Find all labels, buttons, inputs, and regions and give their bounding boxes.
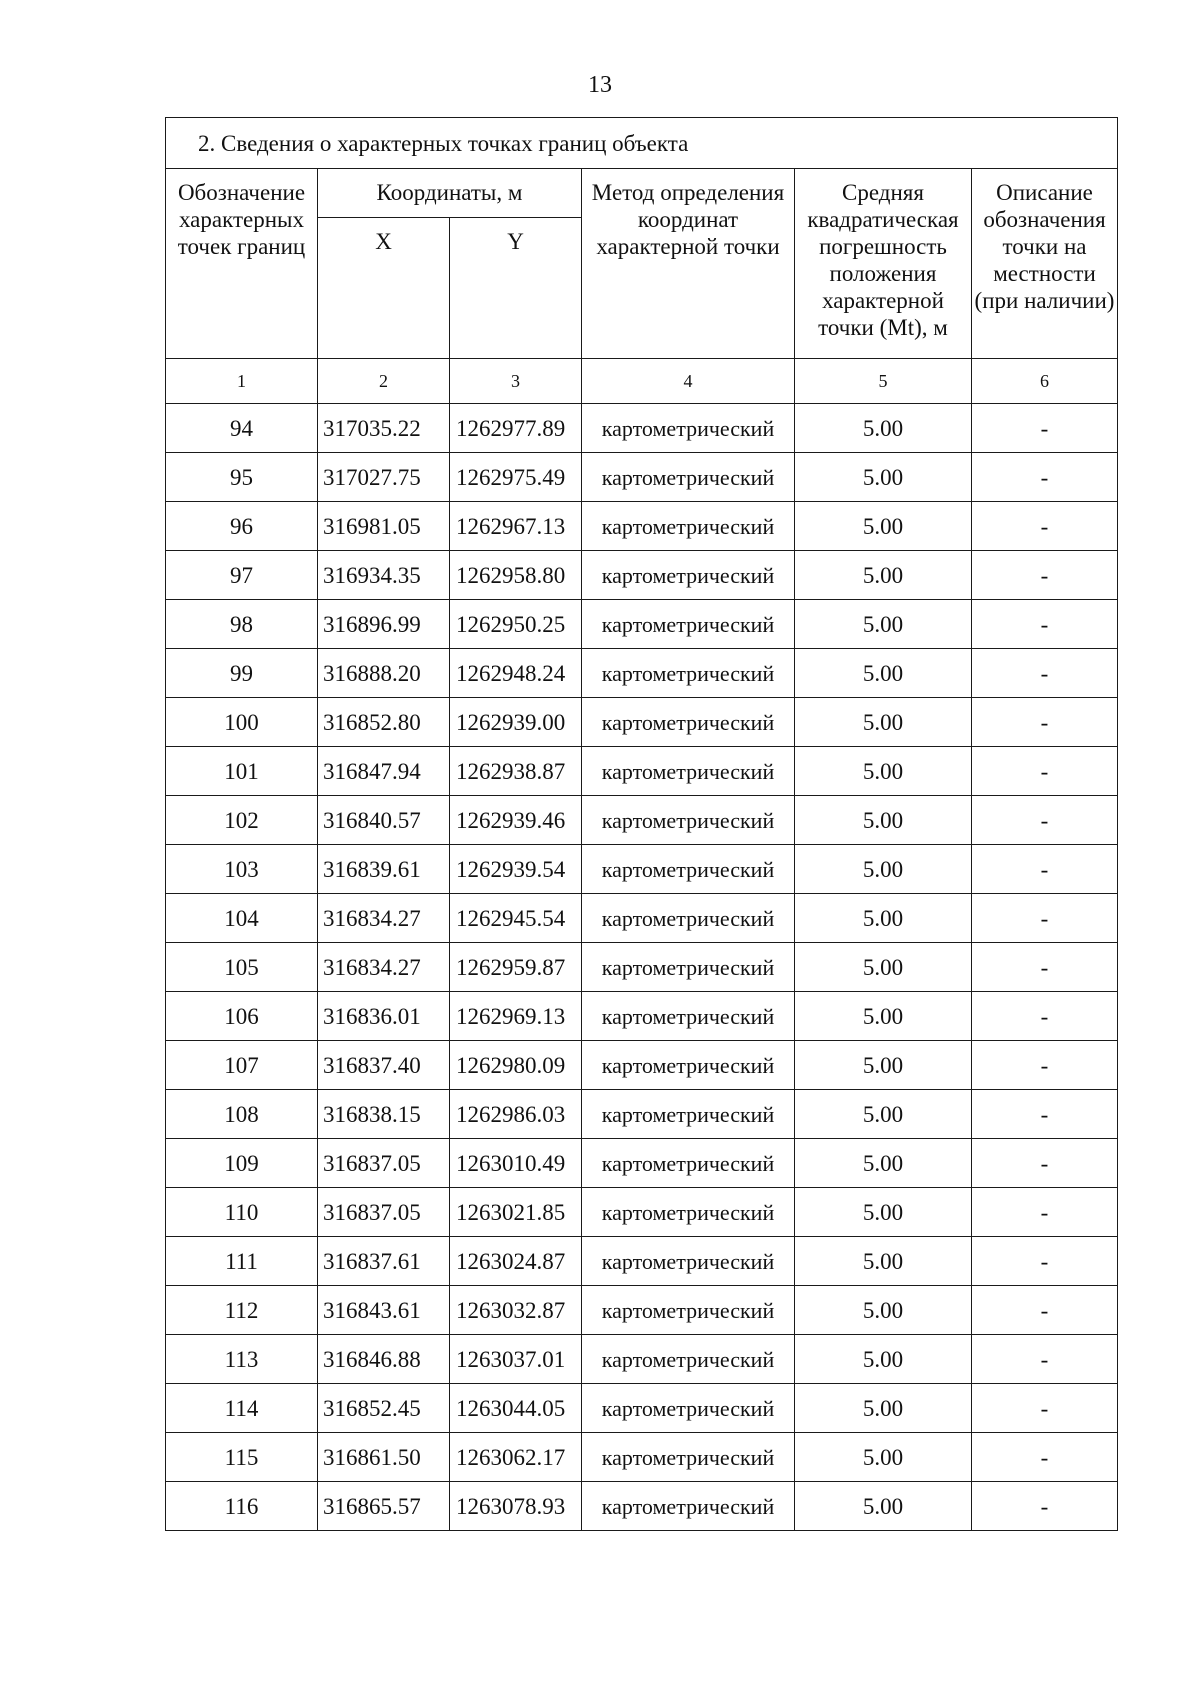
column-number: 2 [318, 359, 450, 404]
y-coordinate-cell: 1263062.17 [450, 1433, 582, 1482]
x-coordinate-cell: 316837.61 [318, 1237, 450, 1286]
error-cell: 5.00 [795, 551, 972, 600]
description-cell: - [972, 747, 1118, 796]
table-row [166, 1090, 1118, 1139]
error-cell: 5.00 [795, 649, 972, 698]
x-coordinate-cell: 316934.35 [318, 551, 450, 600]
point-cell: 110 [166, 1188, 318, 1237]
table-row [166, 551, 1118, 600]
method-cell: картометрический [582, 453, 795, 502]
error-cell: 5.00 [795, 845, 972, 894]
point-cell: 104 [166, 894, 318, 943]
description-cell: - [972, 551, 1118, 600]
description-cell: - [972, 943, 1118, 992]
x-coordinate-cell: 316837.05 [318, 1139, 450, 1188]
x-coordinate-cell: 316834.27 [318, 943, 450, 992]
header-designation: Обозначение характерных точек границ [166, 169, 318, 359]
table-row [166, 1237, 1118, 1286]
x-coordinate-cell: 317027.75 [318, 453, 450, 502]
y-coordinate-cell: 1263078.93 [450, 1482, 582, 1531]
method-cell: картометрический [582, 943, 795, 992]
x-coordinate-cell: 317035.22 [318, 404, 450, 453]
column-number: 6 [972, 359, 1118, 404]
table-row [166, 1433, 1118, 1482]
table-caption: 2. Сведения о характерных точках границ объекта [166, 118, 1118, 169]
table-row [166, 845, 1118, 894]
x-coordinate-cell: 316981.05 [318, 502, 450, 551]
description-cell: - [972, 894, 1118, 943]
y-coordinate-cell: 1262948.24 [450, 649, 582, 698]
point-cell: 115 [166, 1433, 318, 1482]
y-coordinate-cell: 1263044.05 [450, 1384, 582, 1433]
point-cell: 105 [166, 943, 318, 992]
table-row [166, 894, 1118, 943]
table-row [166, 1286, 1118, 1335]
column-number: 4 [582, 359, 795, 404]
y-coordinate-cell: 1262950.25 [450, 600, 582, 649]
method-cell: картометрический [582, 845, 795, 894]
method-cell: картометрический [582, 1237, 795, 1286]
description-cell: - [972, 1433, 1118, 1482]
method-cell: картометрический [582, 649, 795, 698]
point-cell: 103 [166, 845, 318, 894]
method-cell: картометрический [582, 796, 795, 845]
y-coordinate-cell: 1262939.54 [450, 845, 582, 894]
y-coordinate-cell: 1263021.85 [450, 1188, 582, 1237]
y-coordinate-cell: 1262980.09 [450, 1041, 582, 1090]
description-cell: - [972, 992, 1118, 1041]
method-cell: картометрический [582, 1286, 795, 1335]
method-cell: картометрический [582, 747, 795, 796]
description-cell: - [972, 502, 1118, 551]
point-cell: 102 [166, 796, 318, 845]
method-cell: картометрический [582, 1384, 795, 1433]
table-row [166, 747, 1118, 796]
error-cell: 5.00 [795, 894, 972, 943]
point-cell: 106 [166, 992, 318, 1041]
y-coordinate-cell: 1262986.03 [450, 1090, 582, 1139]
column-number: 1 [166, 359, 318, 404]
y-coordinate-cell: 1263037.01 [450, 1335, 582, 1384]
table-row [166, 404, 1118, 453]
description-cell: - [972, 600, 1118, 649]
point-cell: 95 [166, 453, 318, 502]
x-coordinate-cell: 316840.57 [318, 796, 450, 845]
point-cell: 99 [166, 649, 318, 698]
point-cell: 114 [166, 1384, 318, 1433]
column-number: 3 [450, 359, 582, 404]
method-cell: картометрический [582, 1090, 795, 1139]
point-cell: 97 [166, 551, 318, 600]
x-coordinate-cell: 316837.40 [318, 1041, 450, 1090]
x-coordinate-cell: 316837.05 [318, 1188, 450, 1237]
description-cell: - [972, 1090, 1118, 1139]
error-cell: 5.00 [795, 1384, 972, 1433]
table-row [166, 1188, 1118, 1237]
table-row [166, 600, 1118, 649]
point-cell: 101 [166, 747, 318, 796]
error-cell: 5.00 [795, 1188, 972, 1237]
header-coordinates: Координаты, м [318, 169, 582, 218]
y-coordinate-cell: 1262975.49 [450, 453, 582, 502]
point-cell: 109 [166, 1139, 318, 1188]
y-coordinate-cell: 1263010.49 [450, 1139, 582, 1188]
method-cell: картометрический [582, 1188, 795, 1237]
method-cell: картометрический [582, 698, 795, 747]
y-coordinate-cell: 1262977.89 [450, 404, 582, 453]
table-row [166, 1041, 1118, 1090]
error-cell: 5.00 [795, 1041, 972, 1090]
x-coordinate-cell: 316839.61 [318, 845, 450, 894]
y-coordinate-cell: 1262967.13 [450, 502, 582, 551]
description-cell: - [972, 1041, 1118, 1090]
point-cell: 108 [166, 1090, 318, 1139]
method-cell: картометрический [582, 502, 795, 551]
x-coordinate-cell: 316846.88 [318, 1335, 450, 1384]
description-cell: - [972, 1286, 1118, 1335]
error-cell: 5.00 [795, 796, 972, 845]
x-coordinate-cell: 316888.20 [318, 649, 450, 698]
method-cell: картометрический [582, 1139, 795, 1188]
point-cell: 94 [166, 404, 318, 453]
header-x: X [318, 218, 450, 359]
header-description: Описание обозначения точки на местности (при наличии) [972, 169, 1118, 359]
error-cell: 5.00 [795, 502, 972, 551]
method-cell: картометрический [582, 894, 795, 943]
description-cell: - [972, 845, 1118, 894]
y-coordinate-cell: 1263024.87 [450, 1237, 582, 1286]
error-cell: 5.00 [795, 1335, 972, 1384]
description-cell: - [972, 796, 1118, 845]
column-number: 5 [795, 359, 972, 404]
x-coordinate-cell: 316896.99 [318, 600, 450, 649]
table-row [166, 698, 1118, 747]
method-cell: картометрический [582, 404, 795, 453]
y-coordinate-cell: 1263032.87 [450, 1286, 582, 1335]
point-cell: 98 [166, 600, 318, 649]
point-cell: 96 [166, 502, 318, 551]
point-cell: 100 [166, 698, 318, 747]
error-cell: 5.00 [795, 1090, 972, 1139]
y-coordinate-cell: 1262939.00 [450, 698, 582, 747]
x-coordinate-cell: 316834.27 [318, 894, 450, 943]
error-cell: 5.00 [795, 404, 972, 453]
y-coordinate-cell: 1262939.46 [450, 796, 582, 845]
method-cell: картометрический [582, 992, 795, 1041]
y-coordinate-cell: 1262969.13 [450, 992, 582, 1041]
header-error: Средняя квадратическая погрешность положения характерной точки (Mt), м [795, 169, 972, 359]
table-row [166, 1335, 1118, 1384]
table-caption-row [166, 118, 1118, 169]
description-cell: - [972, 698, 1118, 747]
x-coordinate-cell: 316838.15 [318, 1090, 450, 1139]
x-coordinate-cell: 316852.45 [318, 1384, 450, 1433]
x-coordinate-cell: 316843.61 [318, 1286, 450, 1335]
point-cell: 107 [166, 1041, 318, 1090]
error-cell: 5.00 [795, 698, 972, 747]
y-coordinate-cell: 1262958.80 [450, 551, 582, 600]
description-cell: - [972, 649, 1118, 698]
table-row [166, 1384, 1118, 1433]
description-cell: - [972, 1335, 1118, 1384]
method-cell: картометрический [582, 1433, 795, 1482]
point-cell: 112 [166, 1286, 318, 1335]
error-cell: 5.00 [795, 453, 972, 502]
table-row [166, 943, 1118, 992]
description-cell: - [972, 1482, 1118, 1531]
description-cell: - [972, 1188, 1118, 1237]
x-coordinate-cell: 316865.57 [318, 1482, 450, 1531]
error-cell: 5.00 [795, 992, 972, 1041]
error-cell: 5.00 [795, 1139, 972, 1188]
method-cell: картометрический [582, 600, 795, 649]
error-cell: 5.00 [795, 1482, 972, 1531]
table-row [166, 1139, 1118, 1188]
description-cell: - [972, 1139, 1118, 1188]
error-cell: 5.00 [795, 943, 972, 992]
method-cell: картометрический [582, 1041, 795, 1090]
x-coordinate-cell: 316852.80 [318, 698, 450, 747]
description-cell: - [972, 1384, 1118, 1433]
header-method: Метод определения координат характерной точки [582, 169, 795, 359]
error-cell: 5.00 [795, 1286, 972, 1335]
error-cell: 5.00 [795, 1433, 972, 1482]
method-cell: картометрический [582, 1482, 795, 1531]
y-coordinate-cell: 1262959.87 [450, 943, 582, 992]
description-cell: - [972, 1237, 1118, 1286]
boundary-points-table [165, 117, 1118, 1531]
error-cell: 5.00 [795, 1237, 972, 1286]
method-cell: картометрический [582, 551, 795, 600]
description-cell: - [972, 404, 1118, 453]
table-row [166, 1482, 1118, 1531]
error-cell: 5.00 [795, 600, 972, 649]
table-row [166, 992, 1118, 1041]
method-cell: картометрический [582, 1335, 795, 1384]
description-cell: - [972, 453, 1118, 502]
header-y: Y [450, 218, 582, 359]
error-cell: 5.00 [795, 747, 972, 796]
table-row [166, 453, 1118, 502]
y-coordinate-cell: 1262938.87 [450, 747, 582, 796]
point-cell: 113 [166, 1335, 318, 1384]
table-row [166, 502, 1118, 551]
x-coordinate-cell: 316861.50 [318, 1433, 450, 1482]
table-row [166, 649, 1118, 698]
x-coordinate-cell: 316847.94 [318, 747, 450, 796]
header-row-top [166, 169, 1118, 218]
column-numbers-row [166, 359, 1118, 404]
point-cell: 111 [166, 1237, 318, 1286]
table-row [166, 796, 1118, 845]
y-coordinate-cell: 1262945.54 [450, 894, 582, 943]
point-cell: 116 [166, 1482, 318, 1531]
page-number: 13 [588, 72, 612, 98]
x-coordinate-cell: 316836.01 [318, 992, 450, 1041]
